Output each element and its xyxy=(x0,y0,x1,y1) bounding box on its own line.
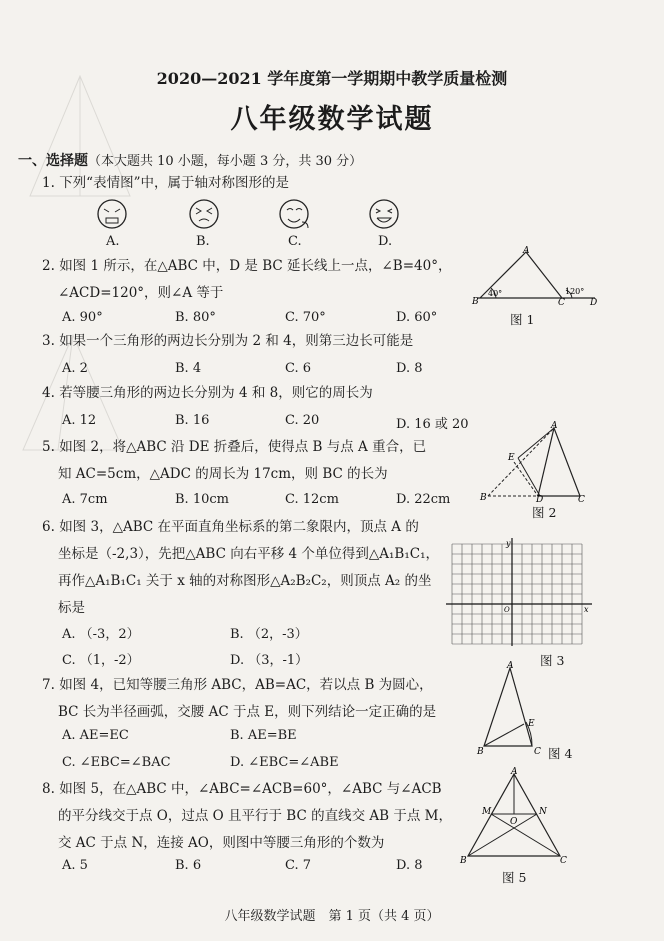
option-6d: D. （3，-1） xyxy=(230,653,309,668)
question-number: 5. xyxy=(42,439,55,455)
option-4a: A. 12 xyxy=(62,413,97,428)
section-heading xyxy=(18,150,362,170)
section-note: （本大题共 10 小题，每小题 3 分，共 30 分） xyxy=(88,154,363,169)
option-6c: C. （1，-2） xyxy=(62,653,140,668)
emoji-face-d-icon xyxy=(370,200,398,228)
question-text-2: 知 AC=5cm，△ADC 的周长为 17cm，则 BC 的长为 xyxy=(58,466,388,482)
option-2b: B. 80° xyxy=(175,310,216,325)
option-7a: A. AE=EC xyxy=(62,728,129,743)
fig5-label-n: N xyxy=(539,807,547,817)
exam-header-title: 2020—2021 学年度第一学期期中教学质量检测 xyxy=(156,69,508,88)
question-6 xyxy=(42,514,439,622)
option-7b: B. AE=BE xyxy=(230,728,297,743)
figure-1 xyxy=(470,244,600,306)
question-7 xyxy=(42,672,436,726)
figure-3-caption: 图 3 xyxy=(540,653,565,668)
option-3a: A. 2 xyxy=(62,361,88,376)
question-text: 如图 2，将△ABC 沿 DE 折叠后，使得点 B 与点 A 重合，已 xyxy=(59,439,427,455)
figure-2 xyxy=(478,420,590,502)
page-footer: 八年级数学试题 第 1 页（共 4 页） xyxy=(224,909,440,924)
question-text-3: 再作△A₁B₁C₁ 关于 x 轴的对称图形△A₂B₂C₂，则顶点 A₂ 的坐 xyxy=(58,573,432,589)
figure-4 xyxy=(476,660,546,756)
option-2a: A. 90° xyxy=(62,310,103,325)
fig2-label-a: A xyxy=(551,421,558,431)
option-4b: B. 16 xyxy=(175,413,210,428)
question-number: 8. xyxy=(42,781,55,797)
fig2-label-d: D xyxy=(536,495,544,502)
question-number: 3. xyxy=(42,333,55,349)
fig5-label-b: B xyxy=(460,856,467,866)
option-1c: C. xyxy=(288,234,302,249)
option-6a: A. （-3，2） xyxy=(62,627,140,642)
fig4-label-b: B xyxy=(477,747,484,756)
option-5b: B. 10cm xyxy=(175,492,229,507)
question-number: 1. xyxy=(42,175,55,191)
option-4c: C. 20 xyxy=(285,413,320,428)
figure-2-caption: 图 2 xyxy=(532,505,557,520)
fig5-label-c: C xyxy=(560,856,567,866)
question-text: 如图 5，在△ABC 中，∠ABC=∠ACB=60°，∠ABC 与∠ACB xyxy=(59,781,442,797)
question-text: 下列“表情图”中，属于轴对称图形的是 xyxy=(59,175,289,191)
fig2-label-c: C xyxy=(578,495,585,502)
emoji-face-a-icon xyxy=(98,200,126,228)
question-number: 7. xyxy=(42,677,55,693)
question-4 xyxy=(42,380,373,407)
question-5 xyxy=(42,434,426,488)
option-8d: D. 8 xyxy=(396,858,423,873)
option-6b: B. （2，-3） xyxy=(230,627,308,642)
option-5c: C. 12cm xyxy=(285,492,339,507)
option-8c: C. 7 xyxy=(285,858,312,873)
option-5d: D. 22cm xyxy=(396,492,451,507)
page-title: 八年级数学试题 xyxy=(230,104,434,135)
question-8 xyxy=(42,776,452,857)
section-label: 一、选择题 xyxy=(18,153,88,169)
option-1a: A. xyxy=(106,234,120,249)
fig1-angle-b: 40° xyxy=(488,289,503,298)
question-number: 2. xyxy=(42,258,55,274)
option-1d: D. xyxy=(378,234,393,249)
option-4d: D. 16 或 20 xyxy=(396,417,469,432)
question-number: 6. xyxy=(42,519,55,535)
emoji-face-c-icon xyxy=(280,200,308,228)
question-1 xyxy=(42,170,289,197)
option-8a: A. 5 xyxy=(62,858,88,873)
fig1-label-b: B xyxy=(472,297,479,306)
fig3-axis-y: y xyxy=(506,539,511,548)
fig3-origin: O xyxy=(504,606,510,614)
question-text: 如果一个三角形的两边长分别为 2 和 4，则第三边长可能是 xyxy=(59,333,414,349)
emoji-face-b-icon xyxy=(190,200,218,228)
option-5a: A. 7cm xyxy=(62,492,108,507)
question-text: 如图 1 所示，在△ABC 中，D 是 BC 延长线上一点，∠B=40°， xyxy=(59,258,452,274)
figure-5-caption: 图 5 xyxy=(502,870,527,885)
question-text: 如图 3，△ABC 在平面直角坐标系的第二象限内，顶点 A 的 xyxy=(59,519,419,535)
emoji-faces xyxy=(90,198,420,232)
fig5-label-m: M xyxy=(482,807,492,817)
fig3-axis-x: x xyxy=(584,605,589,614)
option-2d: D. 60° xyxy=(396,310,438,325)
question-text: 若等腰三角形的两边长分别为 4 和 8，则它的周长为 xyxy=(59,385,373,401)
figure-3-grid xyxy=(446,538,592,646)
fig4-label-a: A xyxy=(507,661,514,671)
question-text: 如图 4，已知等腰三角形 ABC，AB=AC，若以点 B 为圆心， xyxy=(59,677,433,693)
option-1b: B. xyxy=(196,234,210,249)
option-8b: B. 6 xyxy=(175,858,202,873)
fig1-label-a: A xyxy=(523,246,530,256)
fig1-angle-c: 120° xyxy=(565,287,585,296)
option-3d: D. 8 xyxy=(396,361,423,376)
fig5-label-o: O xyxy=(510,817,518,827)
option-3b: B. 4 xyxy=(175,361,202,376)
question-text-2: 的平分线交于点 O，过点 O 且平行于 BC 的直线交 AB 于点 M， xyxy=(58,808,452,824)
question-text-2: BC 长为半径画弧，交腰 AC 于点 E，则下列结论一定正确的是 xyxy=(58,704,437,720)
question-2 xyxy=(42,253,451,307)
option-7d: D. ∠EBC=∠ABE xyxy=(230,755,339,770)
fig4-label-c: C xyxy=(534,747,541,756)
question-number: 4. xyxy=(42,385,55,401)
figure-4-caption: 图 4 xyxy=(548,746,573,761)
fig4-label-e: E xyxy=(528,719,535,729)
question-text-3: 交 AC 于点 N，连接 AO，则图中等腰三角形的个数为 xyxy=(58,835,385,851)
fig5-label-a: A xyxy=(511,767,518,777)
question-text-4: 标是 xyxy=(58,600,85,616)
question-text-2: ∠ACD=120°，则∠A 等于 xyxy=(58,285,224,301)
option-3c: C. 6 xyxy=(285,361,312,376)
figure-1-caption: 图 1 xyxy=(510,312,535,327)
figure-5 xyxy=(458,766,570,866)
fig1-label-d: D xyxy=(590,298,598,306)
fig2-label-b: B xyxy=(480,493,487,502)
fig2-label-e: E xyxy=(508,453,515,463)
question-text-2: 坐标是（-2,3），先把△ABC 向右平移 4 个单位得到△A₁B₁C₁， xyxy=(58,546,439,562)
option-2c: C. 70° xyxy=(285,310,326,325)
question-3 xyxy=(42,328,413,355)
option-7c: C. ∠EBC=∠BAC xyxy=(62,755,171,770)
fig1-label-c: C xyxy=(558,298,565,306)
